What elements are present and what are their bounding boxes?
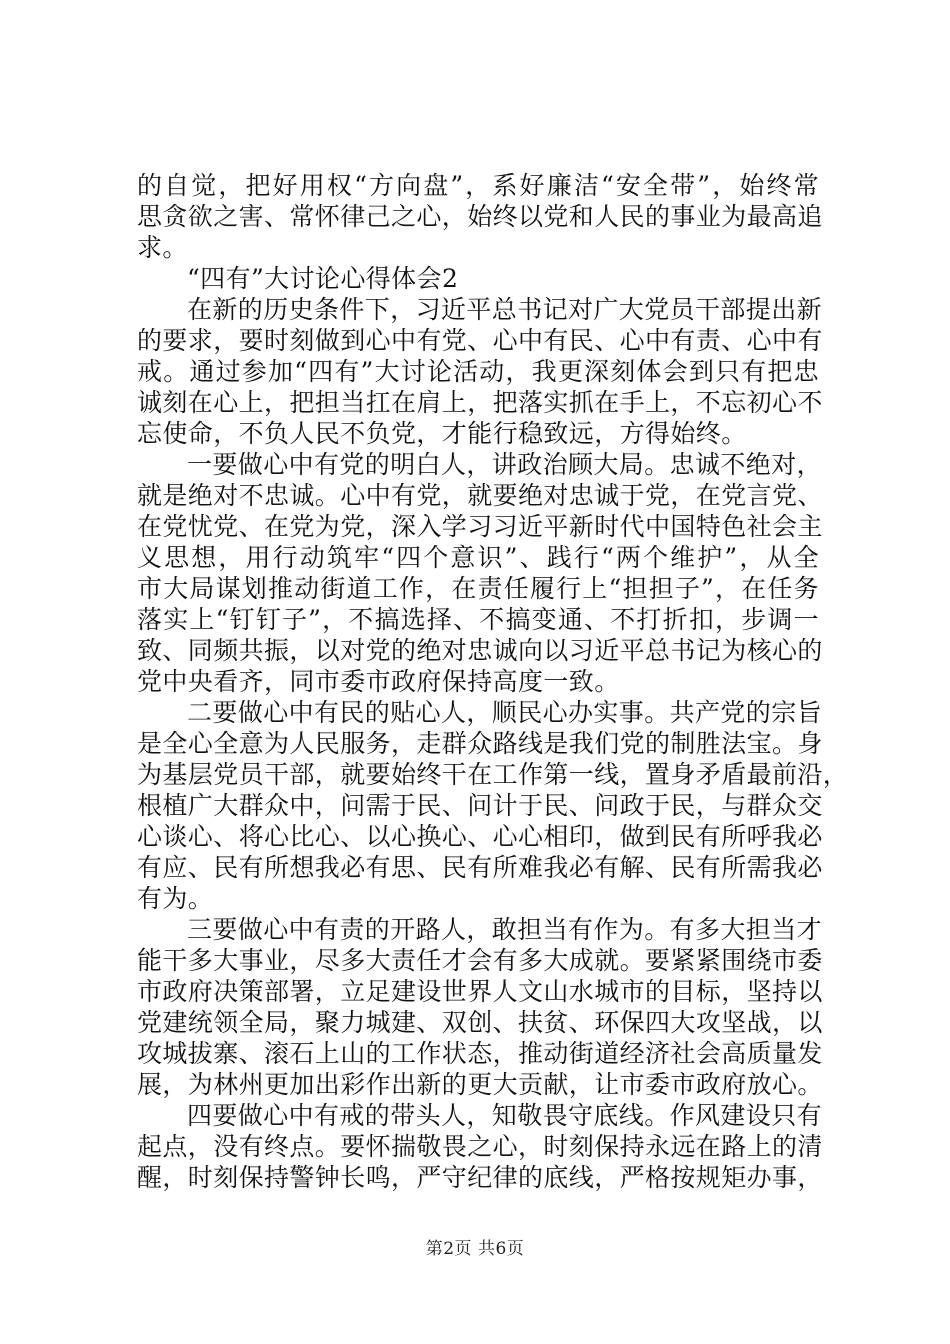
text-line: 义思想，用行动筑牢“四个意识”、践行“两个维护”，从全 — [137, 543, 819, 572]
text-line: 醒，时刻保持警钟长鸣，严守纪律的底线，严格按规矩办事， — [137, 1163, 823, 1192]
text-line: 市政府决策部署，立足建设世界人文山水城市的目标，坚持以 — [137, 977, 823, 1006]
text-line: 起点，没有终点。要怀揣敬畏之心，时刻保持永远在路上的清 — [137, 1132, 823, 1161]
text-line: 展，为林州更加出彩作出新的更大贡献，让市委市政府放心。 — [137, 1070, 823, 1099]
text-line: 在党忧党、在党为党，深入学习习近平新时代中国特色社会主 — [137, 512, 823, 541]
text-line: 忘使命，不负人民不负党，才能行稳致远，方得始终。 — [137, 419, 747, 448]
text-line: 一要做心中有党的明白人，讲政治顾大局。忠诚不绝对， — [187, 450, 823, 479]
document-body — [137, 170, 849, 1193]
text-line: 能干多大事业，尽多大责任才会有多大成就。要紧紧围绕市委 — [137, 946, 823, 975]
page-number-footer: 第2页 共6页 — [425, 1239, 525, 1259]
text-line: 有应、民有所想我必有思、民有所难我必有解、民有所需我必 — [137, 853, 823, 882]
text-line: 就是绝对不忠诚。心中有党，就要绝对忠诚于党，在党言党、 — [137, 481, 823, 510]
text-line: 二要做心中有民的贴心人，顺民心办实事。共产党的宗旨 — [187, 698, 823, 727]
text-line: 有为。 — [137, 884, 214, 913]
text-line: 戒。通过参加“四有”大讨论活动，我更深刻体会到只有把忠 — [137, 357, 819, 386]
text-line: 是全心全意为人民服务，走群众路线是我们党的制胜法宝。身 — [137, 729, 823, 758]
text-line: 致、同频共振，以对党的绝对忠诚向以习近平总书记为核心的 — [137, 636, 823, 665]
text-line: 心谈心、将心比心、以心换心、心心相印，做到民有所呼我必 — [137, 822, 823, 851]
text-line: 四要做心中有戒的带头人，知敬畏守底线。作风建设只有 — [187, 1101, 823, 1130]
text-line: 诚刻在心上，把担当扛在肩上，把落实抓在手上，不忘初心不 — [137, 388, 823, 417]
text-line: 落实上“钉钉子”，不搞选择、不搞变通、不打折扣，步调一 — [137, 605, 819, 634]
section-heading: “四有”大讨论心得体会2 — [187, 264, 459, 293]
text-line: 三要做心中有责的开路人，敢担当有作为。有多大担当才 — [187, 915, 823, 944]
text-line: 市大局谋划推动街道工作，在责任履行上“担担子”，在任务 — [137, 574, 819, 603]
text-line: 党建统领全局，聚力城建、双创、扶贫、环保四大攻坚战，以 — [137, 1008, 823, 1037]
text-line: 根植广大群众中，问需于民、问计于民、问政于民，与群众交 — [137, 791, 823, 820]
text-line: 在新的历史条件下，习近平总书记对广大党员干部提出新 — [187, 295, 823, 324]
text-line: 为基层党员干部，就要始终干在工作第一线，置身矛盾最前沿， — [137, 760, 849, 789]
text-line: 思贪欲之害、常怀律己之心，始终以党和人民的事业为最高追 — [137, 202, 823, 231]
text-line: 的要求，要时刻做到心中有党、心中有民、心中有责、心中有 — [137, 326, 823, 355]
text-line: 党中央看齐，同市委市政府保持高度一致。 — [137, 667, 620, 696]
text-line: 求。 — [137, 233, 188, 262]
text-line: 攻城拔寨、滚石上山的工作状态，推动街道经济社会高质量发 — [137, 1039, 823, 1068]
text-line: 的自觉，把好用权“方向盘”，系好廉洁“安全带”，始终常 — [137, 171, 819, 200]
